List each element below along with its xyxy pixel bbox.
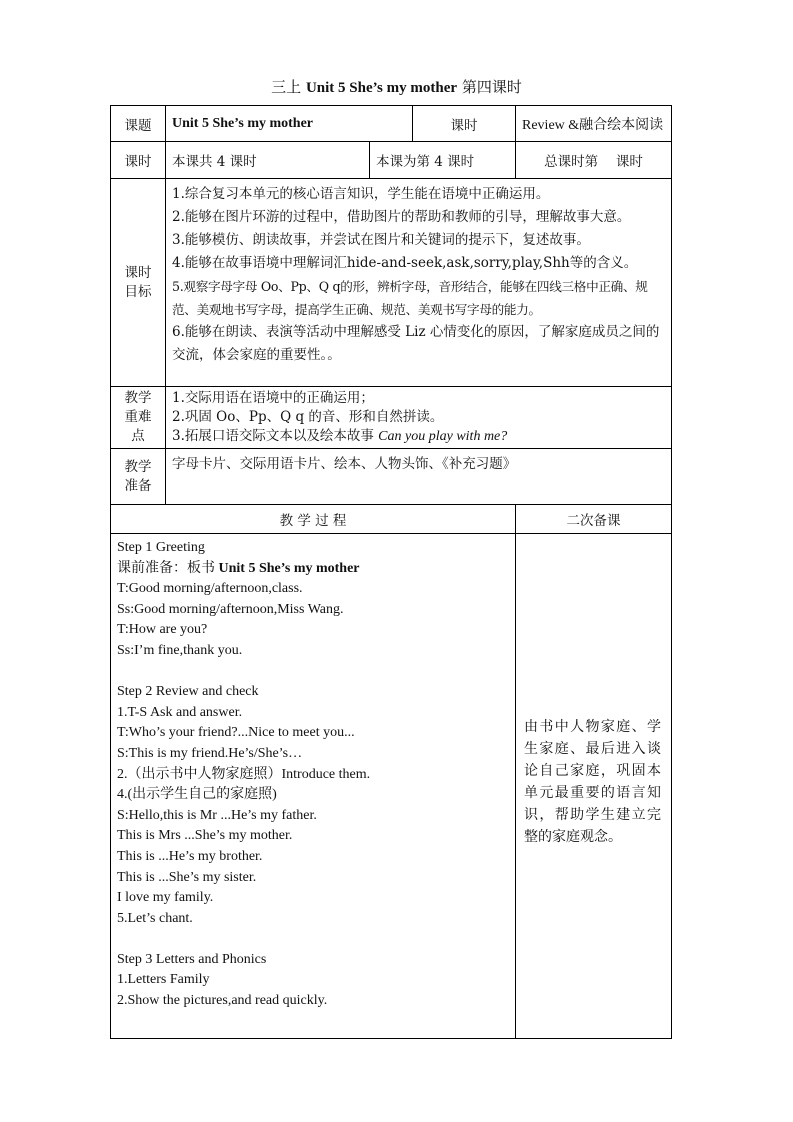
- keys-content: [166, 387, 672, 449]
- process-line: I love my family.: [117, 890, 214, 906]
- row-process-header: [111, 505, 672, 534]
- hours-total: 本课共 4 课时: [166, 142, 370, 179]
- row-goals: [111, 179, 672, 387]
- process-line: 2.Show the pictures,and read quickly.: [117, 993, 328, 1009]
- process-line: Ss:Good morning/afternoon,Miss Wang.: [117, 601, 344, 617]
- lesson-plan-table: [110, 105, 672, 1039]
- process-line: [117, 559, 509, 580]
- goals-content: [166, 179, 672, 387]
- keys-label-line1: 教学: [124, 390, 152, 406]
- hours-label: 课时: [111, 142, 166, 179]
- revision-header: 二次备课: [516, 505, 672, 534]
- goal-item: 3.能够模仿、朗读故事，并尝试在图片和关键词的提示下，复述故事。: [172, 232, 590, 248]
- process-line: 4.(出示学生自己的家庭照): [117, 787, 277, 803]
- title-unit: Unit 5 She’s my mother: [305, 80, 458, 96]
- process-line: Ss:I’m fine,thank you.: [117, 642, 243, 658]
- prep-content: 字母卡片、交际用语卡片、绘本、人物头饰、《补充习题》: [166, 449, 672, 505]
- goal-item: 4.能够在故事语境中理解词汇hide-and-seek,ask,sorry,play,Shh等的含义。: [172, 255, 638, 271]
- process-content: [111, 534, 516, 1039]
- process-line: This is Mrs ...She’s my mother.: [117, 828, 293, 844]
- prep-label: [111, 449, 166, 505]
- process-line: This is ...He’s my brother.: [117, 848, 263, 864]
- goals-label-line1: 课时: [124, 264, 152, 281]
- goal-item: 1.综合复习本单元的核心语言知识，学生能在语境中正确运用。: [172, 186, 550, 202]
- goals-label-line2: 目标: [124, 283, 152, 300]
- process-line: Step 1 Greeting: [117, 540, 205, 555]
- process-line: 1.T-S Ask and answer.: [117, 704, 243, 720]
- document-title: [0, 76, 793, 97]
- goal-item: 2.能够在图片环游的过程中，借助图片的帮助和教师的引导，理解故事大意。: [172, 209, 631, 225]
- process-line: 1.Letters Family: [117, 972, 210, 988]
- process-line: T:Good morning/afternoon,class.: [117, 581, 303, 597]
- revision-note: 由书中人物家庭、学生家庭、最后进入谈论自己家庭，巩固本单元最重要的语言知识，帮助学生建立完整的家庭观念。: [516, 534, 672, 1039]
- hours-overall: 总课时第 课时: [516, 142, 672, 179]
- board-title: Unit 5 She’s my mother: [218, 560, 360, 576]
- title-prefix: 三上: [271, 78, 306, 96]
- row-keys: [111, 387, 672, 449]
- key-item: 2.巩固 Oo、Pp、Q q 的音、形和自然拼读。: [172, 409, 444, 425]
- process-line: 5.Let’s chant.: [117, 910, 193, 926]
- goal-item: 6.能够在朗读、表演等活动中理解感受 Liz 心情变化的原因，了解家庭成员之间的交流，体会家庭的重要性。。: [172, 324, 660, 363]
- topic-value: [166, 106, 413, 142]
- process-line: Step 3 Letters and Phonics: [117, 951, 267, 967]
- process-line: T:Who’s your friend?...Nice to meet you...: [117, 725, 355, 741]
- hours-current: 本课为第 4 课时: [370, 142, 516, 179]
- story-title: Can you play with me?: [378, 429, 508, 444]
- row-prep: [111, 449, 672, 505]
- prep-label-line1: 教学: [124, 458, 152, 475]
- key-item: [172, 427, 665, 446]
- prep-note: 课前准备：板书: [117, 560, 219, 576]
- goals-label: [111, 179, 166, 387]
- row-process: [111, 534, 672, 1039]
- process-spacer: [117, 662, 509, 683]
- process-line: This is ...She’s my sister.: [117, 869, 257, 885]
- topic-label: 课题: [111, 106, 166, 142]
- keys-label-line2: 重难: [124, 409, 152, 425]
- process-header: 教 学 过 程: [111, 505, 516, 534]
- goal-item: 5.观察字母字母 Oo、Pp、Q q的形，辨析字母，音形结合，能够在四线三格中正确、规范、美观地书写字母，提高学生正确、规范、美观书写字母的能力。: [172, 279, 648, 317]
- title-suffix: 第四课时: [457, 78, 522, 96]
- process-line: S:Hello,this is Mr ...He’s my father.: [117, 807, 317, 823]
- process-line: S:This is my friend.He’s/She’s…: [117, 745, 303, 761]
- row-hours: [111, 142, 672, 179]
- period-label: 课时: [413, 106, 516, 142]
- prep-label-line2: 准备: [124, 477, 152, 494]
- keys-label: [111, 387, 166, 449]
- key-item3-text: 3.拓展口语交际文本以及绘本故事: [172, 428, 379, 444]
- process-spacer: [117, 929, 509, 950]
- process-line: 2.（出示书中人物家庭照）Introduce them.: [117, 766, 371, 782]
- process-line: T:How are you?: [117, 622, 208, 638]
- topic-text: Unit 5 She’s my mother: [172, 115, 314, 131]
- keys-label-line3: 点: [131, 428, 145, 444]
- period-value: Review &融合绘本阅读: [516, 106, 672, 142]
- key-item: 1.交际用语在语境中的正确运用；: [172, 390, 374, 406]
- process-line: Step 2 Review and check: [117, 684, 259, 700]
- row-topic: [111, 106, 672, 142]
